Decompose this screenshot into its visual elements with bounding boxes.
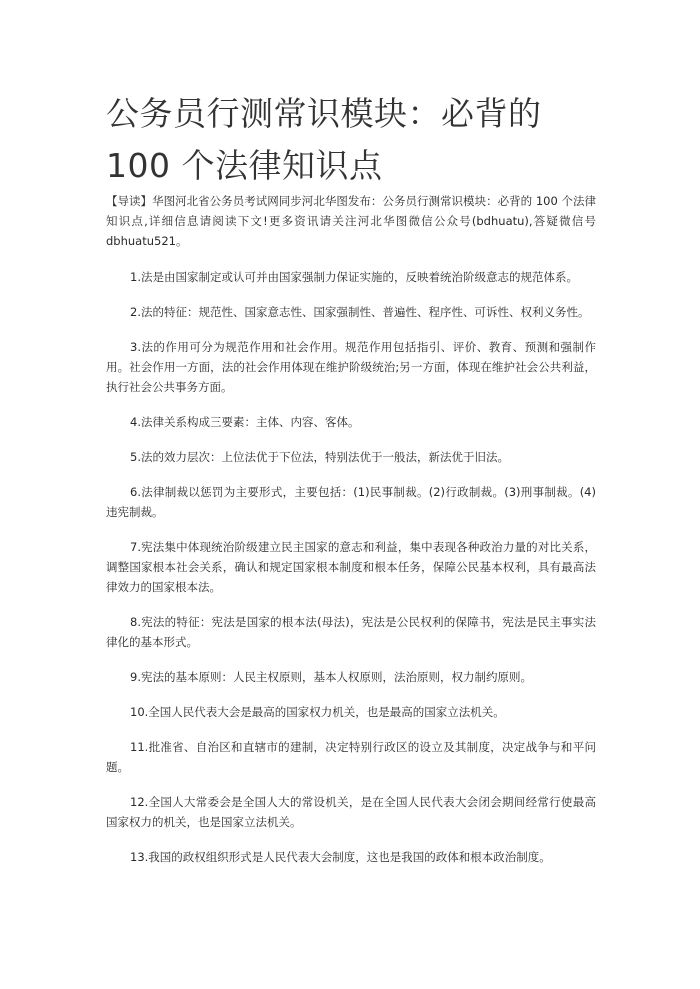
list-item: 13.我国的政权组织形式是人民代表大会制度，这也是我国的政体和根本政治制度。: [130, 850, 551, 864]
list-item: 11.批准省、自治区和直辖市的建制，决定特别行政区的设立及其制度，决定战争与和平问题。: [106, 740, 596, 774]
list-item: 9.宪法的基本原则：人民主权原则，基本人权原则，法治原则，权力制约原则。: [130, 670, 532, 684]
intro-paragraph: 【导读】华图河北省公务员考试网同步河北华图发布：公务员行测常识模块：必背的 100 个法律知识点,详细信息请阅读下文!更多资讯请关注河北华图微信公众号(bdhuatu),答疑微信号 dbhuatu521。: [106, 194, 596, 248]
list-item: 1.法是由国家制定或认可并由国家强制力保证实施的，反映着统治阶级意志的规范体系。: [130, 270, 578, 284]
page-title: 公务员行测常识模块：必背的 100 个法律知识点: [106, 94, 542, 185]
list-item: 2.法的特征：规范性、国家意志性、国家强制性、普遍性、程序性、可诉性、权利义务性。: [130, 305, 590, 319]
list-item: 5.法的效力层次：上位法优于下位法，特别法优于一般法，新法优于旧法。: [130, 450, 509, 464]
document-body: [106, 191, 596, 882]
list-item: 10.全国人民代表大会是最高的国家权力机关，也是最高的国家立法机关。: [130, 705, 505, 719]
list-item: 12.全国人大常委会是全国人大的常设机关，是在全国人民代表大会闭会期间经常行使最高国家权力的机关，也是国家立法机关。: [106, 795, 596, 829]
list-item: 7.宪法集中体现统治阶级建立民主国家的意志和利益，集中表现各种政治力量的对比关系，调整国家根本社会关系，确认和规定国家根本制度和根本任务，保障公民基本权利，具有最高法律效力的国家根本法。: [106, 540, 596, 594]
list-item: 4.法律关系构成三要素：主体、内容、客体。: [130, 415, 360, 429]
list-item: 6.法律制裁以惩罚为主要形式，主要包括：(1)民事制裁。(2)行政制裁。(3)刑事制裁。(4)违宪制裁。: [106, 485, 596, 519]
list-item: 3.法的作用可分为规范作用和社会作用。规范作用包括指引、评价、教育、预测和强制作用。社会作用一方面，法的社会作用体现在维护阶级统治;另一方面，体现在维护社会公共利益，执行社会公共事务方面。: [106, 340, 596, 394]
list-item: 8.宪法的特征：宪法是国家的根本法(母法)，宪法是公民权利的保障书，宪法是民主事实法律化的基本形式。: [106, 615, 596, 649]
